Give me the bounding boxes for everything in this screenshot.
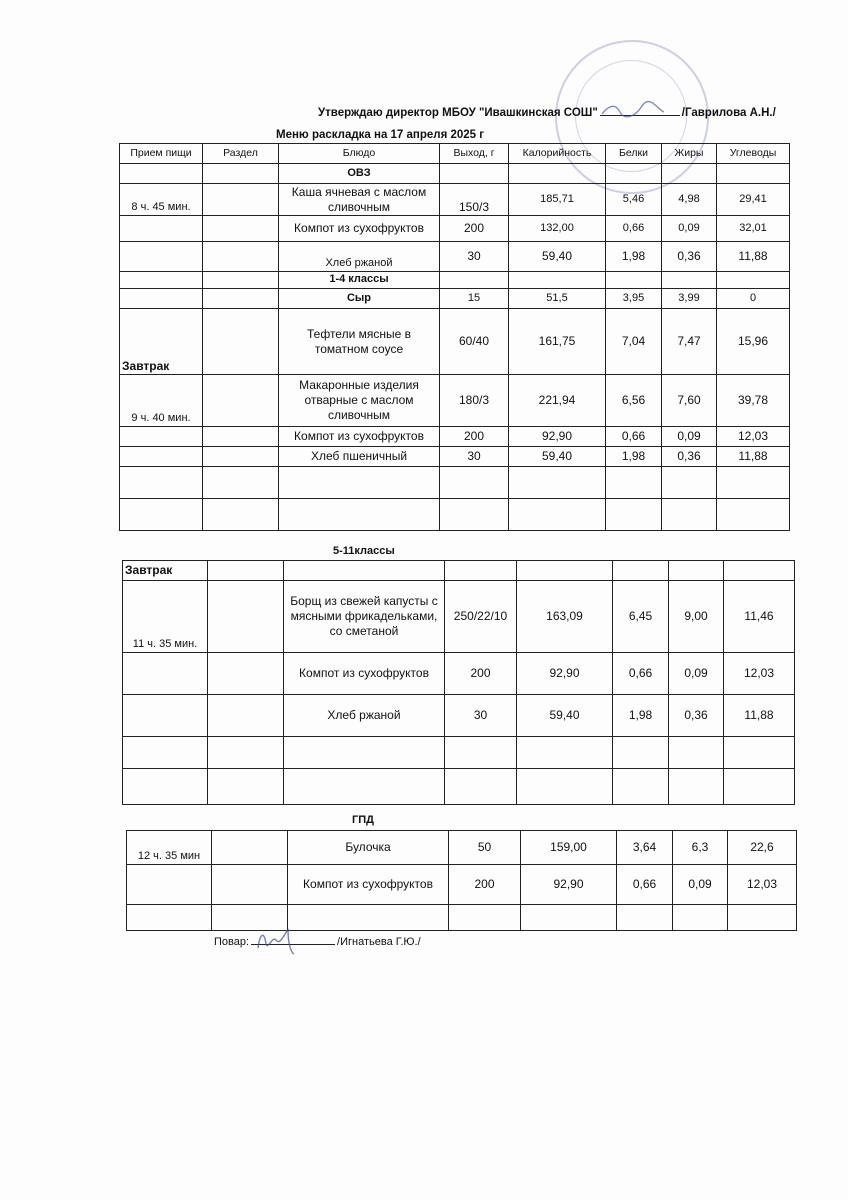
table-row: 8 ч. 45 мин. Каша ячневая с маслом сливочным 150/3 185,71 5,46 4,98 29,41 [120,184,790,216]
time-940: 9 ч. 40 мин. [120,375,203,427]
dish-name: Макаронные изделия отварные с маслом сливочным [279,375,440,427]
empty-row [123,769,795,805]
time-1135: 11 ч. 35 мин. [123,581,208,653]
table-row: 11 ч. 35 мин. Борщ из свежей капусты с мясными фрикадельками, со сметаной 250/22/10 163,09 6,45 9,00 11,46 [123,581,795,653]
menu-table-gpd [126,830,797,931]
meal-breakfast-label: Завтрак [120,309,203,375]
dish-name: Компот из сухофруктов [279,216,440,242]
col-output: Выход, г [440,144,509,164]
table-row: Завтрак Тефтели мясные в томатном соусе 60/40 161,75 7,04 7,47 15,96 [120,309,790,375]
col-section: Раздел [203,144,279,164]
dish-name: Компот из сухофруктов [288,865,449,905]
cook-name: /Игнатьева Г.Ю./ [337,936,421,948]
empty-row [123,737,795,769]
classes-1-4-label: 1-4 классы [279,272,440,289]
table-row: Хлеб пшеничный 30 59,40 1,98 0,36 11,88 [120,447,790,467]
dish-name: Булочка [288,831,449,865]
cook-line [214,936,421,948]
menu-table-main [119,143,790,531]
col-meal: Прием пищи [120,144,203,164]
ovz-label: ОВЗ [279,164,440,184]
col-calories: Калорийность [509,144,606,164]
approval-text: Утверждаю директор МБОУ "Ивашкинская СОШ" [318,107,598,119]
meal-breakfast-label: Завтрак [123,561,208,581]
table-row: 9 ч. 40 мин. Макаронные изделия отварные с маслом сливочным 180/3 221,94 6,56 7,60 39,78 [120,375,790,427]
classes-5-11-title: 5-11классы [333,545,395,557]
director-name: /Гаврилова А.Н./ [681,107,776,119]
table-row: Хлеб ржаной 30 59,40 1,98 0,36 11,88 [120,242,790,272]
director-signature [598,100,668,122]
approval-line [318,107,776,119]
empty-row [127,905,797,931]
menu-table-5-11 [122,560,795,805]
table-row: Компот из сухофруктов 200 92,90 0,66 0,09 12,03 [120,427,790,447]
dish-name: Хлеб ржаной [284,695,445,737]
col-dish: Блюдо [279,144,440,164]
dish-name: Каша ячневая с маслом сливочным [279,184,440,216]
table-header-row [120,144,790,164]
dish-name: Компот из сухофруктов [279,427,440,447]
col-fat: Жиры [662,144,717,164]
ovz-row [120,164,790,184]
dish-name: Сыр [279,289,440,309]
cook-label: Повар: [214,936,250,948]
dish-name: Хлеб пшеничный [279,447,440,467]
dish-name: Тефтели мясные в томатном соусе [279,309,440,375]
time-1235: 12 ч. 35 мин [127,831,212,865]
table-row: Хлеб ржаной 30 59,40 1,98 0,36 11,88 [123,695,795,737]
col-protein: Белки [606,144,662,164]
gpd-title: ГПД [352,814,374,826]
empty-row [120,467,790,499]
empty-row [120,499,790,531]
dish-name: Борщ из свежей капусты с мясными фрикадельками, со сметаной [284,581,445,653]
classes-row [120,272,790,289]
col-carbs: Углеводы [717,144,790,164]
dish-name: Компот из сухофруктов [284,653,445,695]
time-845: 8 ч. 45 мин. [120,184,203,216]
table-row: Компот из сухофруктов 200 92,90 0,66 0,09 12,03 [127,865,797,905]
menu-title: Меню раскладка на 17 апреля 2025 г [276,129,485,141]
table-row: Компот из сухофруктов 200 132,00 0,66 0,09 32,01 [120,216,790,242]
dish-name: Хлеб ржаной [279,242,440,272]
table-row: Сыр 15 51,5 3,95 3,99 0 [120,289,790,309]
table-row: Компот из сухофруктов 200 92,90 0,66 0,09 12,03 [123,653,795,695]
meal-row [123,561,795,581]
cook-signature [254,926,304,956]
table-row: 12 ч. 35 мин Булочка 50 159,00 3,64 6,3 22,6 [127,831,797,865]
